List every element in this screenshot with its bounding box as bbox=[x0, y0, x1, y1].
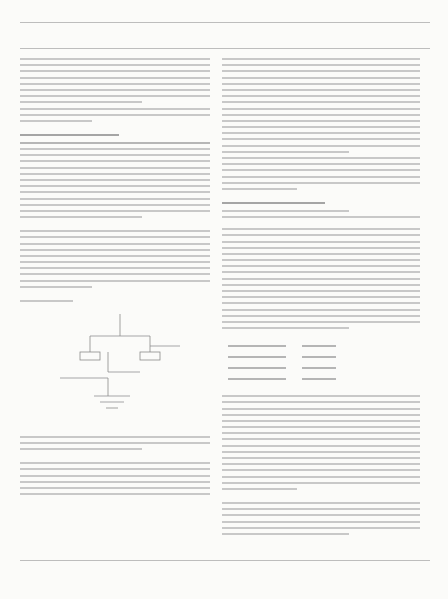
right-column bbox=[222, 58, 420, 547]
section-heading-rule bbox=[20, 134, 119, 136]
circuit-diagram bbox=[20, 308, 210, 426]
figure-caption bbox=[20, 436, 210, 450]
paragraph bbox=[20, 142, 210, 218]
equation-row bbox=[222, 363, 420, 372]
left-column bbox=[20, 58, 210, 507]
paragraph bbox=[20, 58, 210, 122]
component-box bbox=[80, 352, 100, 360]
paragraph bbox=[222, 58, 420, 190]
component-box bbox=[140, 352, 160, 360]
top-rule bbox=[20, 22, 430, 23]
figure-title-rule bbox=[20, 300, 73, 302]
circuit-figure bbox=[20, 308, 210, 426]
paragraph bbox=[222, 395, 420, 490]
equation-row bbox=[222, 341, 420, 350]
footer-rule bbox=[20, 560, 430, 561]
masthead-rule bbox=[20, 48, 430, 49]
paragraph bbox=[222, 228, 420, 329]
equation-row bbox=[222, 352, 420, 361]
paragraph bbox=[20, 462, 210, 495]
equation-group bbox=[222, 341, 420, 383]
section-heading bbox=[222, 210, 420, 218]
section-heading-rule bbox=[222, 202, 325, 204]
paragraph bbox=[222, 502, 420, 535]
paragraph bbox=[20, 230, 210, 288]
equation-row bbox=[222, 374, 420, 383]
